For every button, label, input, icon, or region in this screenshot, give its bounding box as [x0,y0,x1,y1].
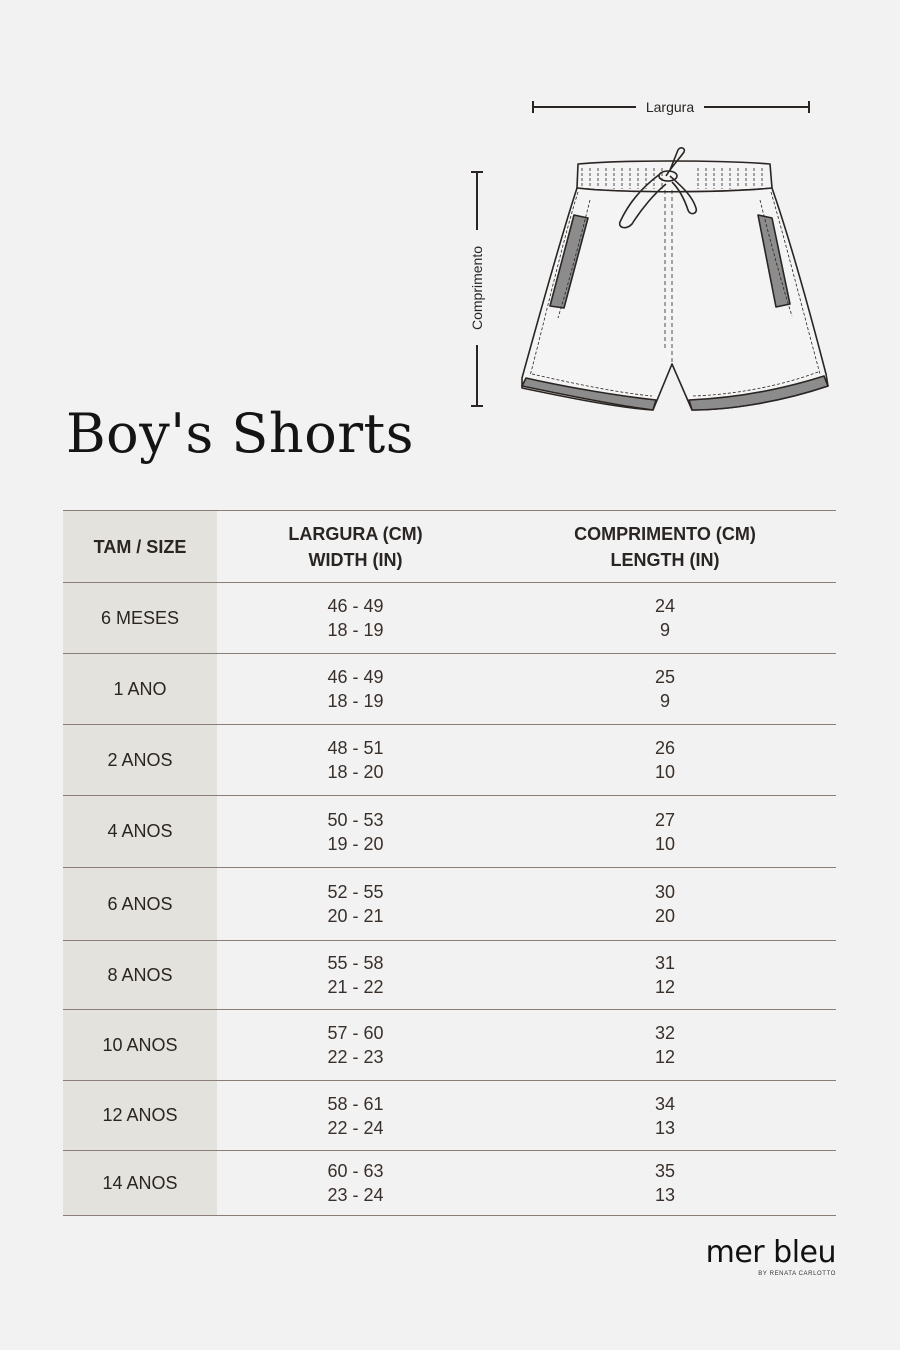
size-cell: 10 ANOS [63,1010,217,1081]
width-cm: 50 - 53 [327,809,384,830]
length-cm: 25 [654,667,676,687]
size-cell: 8 ANOS [63,941,217,1010]
header-width [217,511,494,583]
table-row [63,1151,836,1216]
width-cm: 55 - 58 [327,953,384,973]
width-in: 18 - 19 [327,691,384,711]
width-cell [217,725,494,796]
width-cell [217,1151,494,1216]
table-row [63,1010,836,1081]
length-cell [494,941,836,1010]
width-cell [217,796,494,868]
width-cell [217,868,494,941]
brand-tagline: BY RENATA CARLOTTO [758,1271,836,1277]
width-cell [217,654,494,725]
size-cell: 1 ANO [63,654,217,725]
length-in: 20 [654,906,676,926]
length-cm: 32 [654,1023,676,1043]
width-cell [217,1010,494,1081]
width-cm: 46 - 49 [327,596,384,616]
size-chart-table [63,510,836,1216]
length-cm: 24 [654,596,676,616]
brand-name: mer bleu [705,1235,836,1270]
length-cell [494,654,836,725]
width-cell [217,1081,494,1151]
table-row [63,583,836,654]
size-cell: 12 ANOS [63,1081,217,1151]
length-cell [494,796,836,868]
length-cell [494,1010,836,1081]
length-cm: 27 [654,809,676,830]
table-row [63,941,836,1010]
table-header-row [63,511,836,583]
width-cell [217,583,494,654]
width-cell [217,941,494,1010]
length-in: 9 [659,620,670,640]
brand-logo [690,1236,836,1278]
header-length-in: LENGTH (IN) [610,549,720,570]
header-length-cm: COMPRIMENTO (CM) [574,523,756,544]
size-cell: 2 ANOS [63,725,217,796]
width-in: 19 - 20 [327,833,384,854]
width-in: 23 - 24 [327,1185,384,1205]
table-row [63,725,836,796]
size-cell: 4 ANOS [63,796,217,868]
size-cell: 14 ANOS [63,1151,217,1216]
length-cell [494,868,836,941]
length-cell [494,1151,836,1216]
length-cell [494,1081,836,1151]
length-cm: 31 [654,953,676,973]
length-in: 10 [654,762,676,782]
length-in: 9 [659,691,670,711]
header-width-cm: LARGURA (CM) [288,523,423,544]
width-label: Largura [645,99,695,115]
size-cell: 6 MESES [63,583,217,654]
length-in: 10 [654,833,676,854]
length-in: 13 [654,1117,676,1138]
width-in: 22 - 24 [327,1117,384,1138]
header-length [494,511,836,583]
width-cm: 46 - 49 [327,667,384,687]
length-label: Comprimento [469,245,485,331]
shorts-drawing [522,148,828,410]
width-in: 18 - 19 [327,620,384,640]
width-in: 22 - 23 [327,1047,384,1067]
width-cm: 60 - 63 [327,1161,384,1181]
header-width-in: WIDTH (IN) [308,549,403,570]
width-in: 18 - 20 [327,762,384,782]
size-cell: 6 ANOS [63,868,217,941]
header-size [63,511,217,583]
table-row [63,868,836,941]
width-cm: 48 - 51 [327,738,384,758]
length-cell [494,583,836,654]
page-title: Boy's Shorts [66,402,414,465]
length-cm: 34 [654,1093,676,1114]
length-in: 12 [654,1047,676,1067]
length-cm: 35 [654,1161,676,1181]
width-in: 20 - 21 [327,906,384,926]
length-cm: 26 [654,738,676,758]
width-in: 21 - 22 [327,977,384,997]
width-cm: 58 - 61 [327,1093,384,1114]
width-cm: 52 - 55 [327,882,384,902]
length-cm: 30 [654,882,676,902]
table-row [63,1081,836,1151]
length-in: 12 [654,977,676,997]
header-size-label: TAM / SIZE [93,536,187,557]
shorts-illustration [460,90,850,420]
length-in: 13 [654,1185,676,1205]
table-row [63,654,836,725]
length-cell [494,725,836,796]
table-row [63,796,836,868]
width-cm: 57 - 60 [327,1023,384,1043]
